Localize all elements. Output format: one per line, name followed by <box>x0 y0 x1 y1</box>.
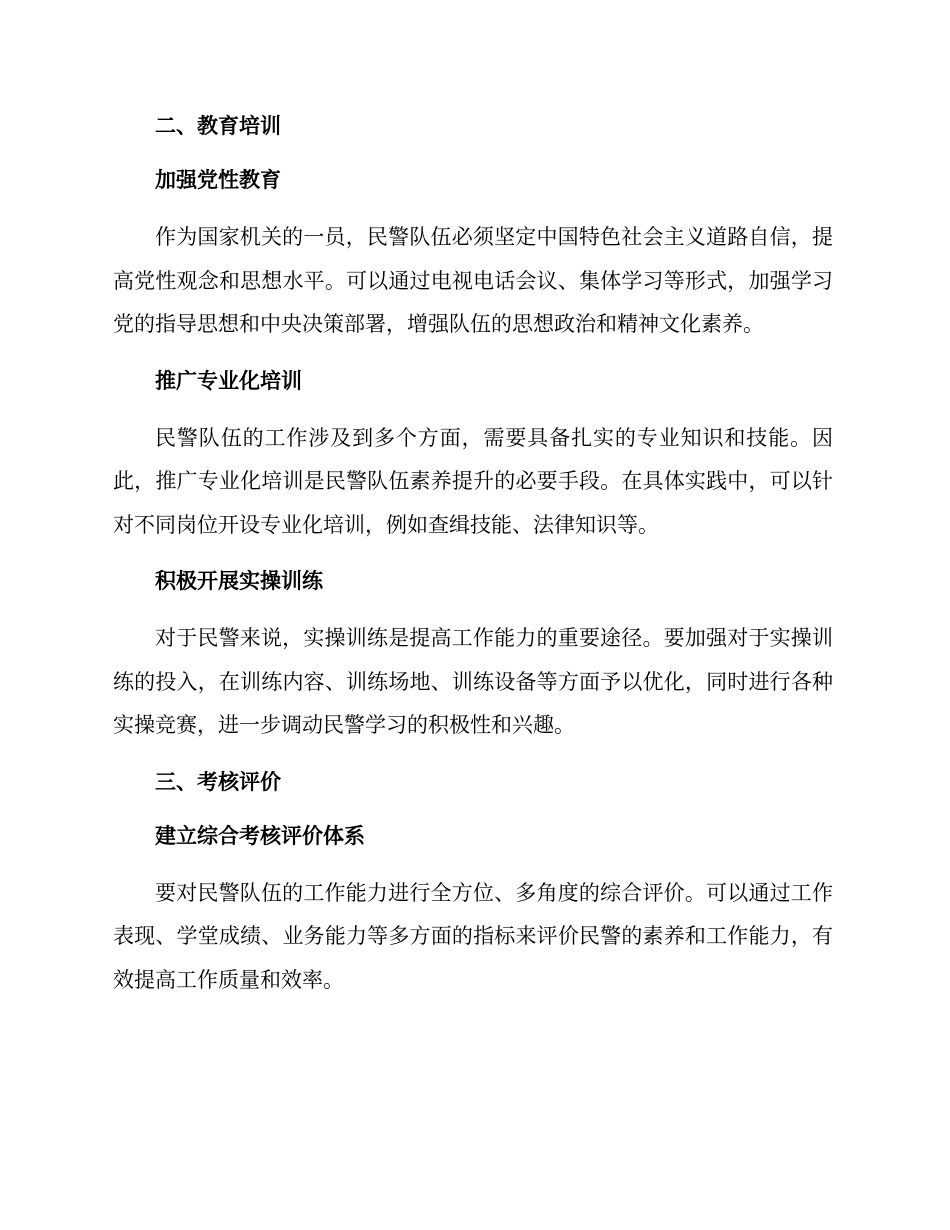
subheading-party-education: 加强党性教育 <box>155 168 281 192</box>
paragraph-professional-training: 民警队伍的工作涉及到多个方面，需要具备扎实的专业知识和技能。因此，推广专业化培训是民警队伍素养提升的必要手段。在具体实践中，可以针对不同岗位开设专业化培训，例如查缉技能、法律知识等。 <box>113 425 833 537</box>
paragraph-evaluation-system: 要对民警队伍的工作能力进行全方位、多角度的综合评价。可以通过工作表现、学堂成绩、业务能力等多方面的指标来评价民警的素养和工作能力，有效提高工作质量和效率。 <box>113 880 833 992</box>
subheading-practical-training: 积极开展实操训练 <box>155 569 323 593</box>
paragraph-practical-training: 对于民警来说，实操训练是提高工作能力的重要途径。要加强对于实操训练的投入，在训练内容、训练场地、训练设备等方面予以优化，同时进行各种实操竞赛，进一步调动民警学习的积极性和兴趣。 <box>113 626 833 737</box>
subheading-evaluation-system: 建立综合考核评价体系 <box>155 823 365 848</box>
paragraph-party-education: 作为国家机关的一员，民警队伍必须坚定中国特色社会主义道路自信，提高党性观念和思想水平。可以通过电视电话会议、集体学习等形式，加强学习党的指导思想和中央决策部署，增强队伍的思想政治和精神文化素养。 <box>113 225 833 336</box>
document-body <box>113 108 833 1002</box>
subheading-professional-training: 推广专业化培训 <box>155 368 302 393</box>
section-heading-education-training: 二、教育培训 <box>155 114 281 138</box>
section-heading-assessment: 三、考核评价 <box>155 769 281 794</box>
